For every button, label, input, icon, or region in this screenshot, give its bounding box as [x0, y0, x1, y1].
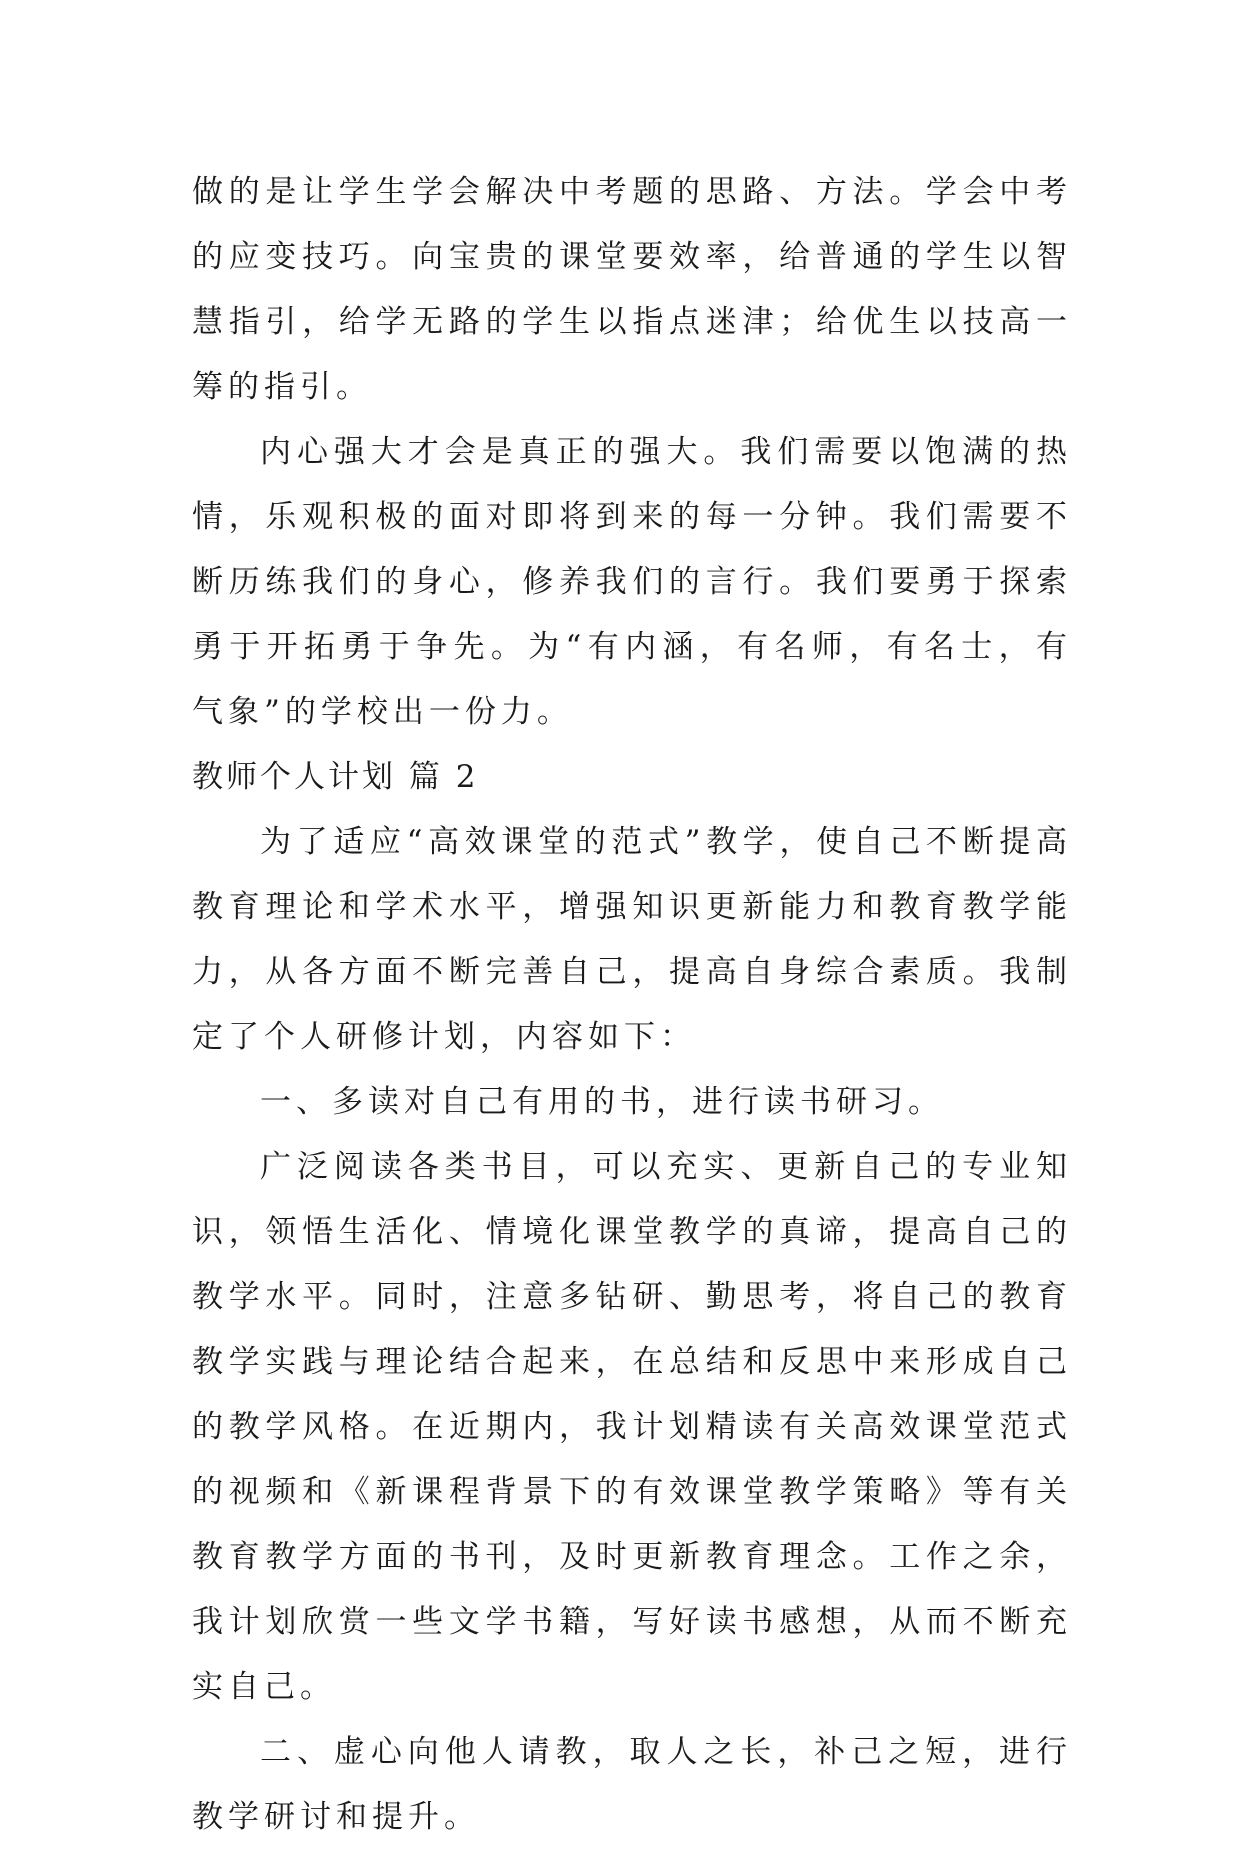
body-paragraph-continued: 做的是让学生学会解决中考题的思路、方法。学会中考的应变技巧。向宝贵的课堂要效率，给普通的学生以智慧指引，给学无路的学生以指点迷津；给优生以技高一筹的指引。 — [192, 174, 1072, 405]
body-paragraph: 为了适应“高效课堂的范式”教学，使自己不断提高教育理论和学术水平，增强知识更新能力和教育教学能力，从各方面不断完善自己，提高自身综合素质。我制定了个人研修计划，内容如下： — [192, 824, 1072, 1055]
numbered-point: 一、多读对自己有用的书，进行读书研习。 — [260, 1084, 944, 1120]
body-paragraph: 广泛阅读各类书目，可以充实、更新自己的专业知识，领悟生活化、情境化课堂教学的真谛，提高自己的教学水平。同时，注意多钻研、勤思考，将自己的教育教学实践与理论结合起来，在总结和反思中来形成自己的教学风格。在近期内，我计划精读有关高效课堂范式的视频和《新课程背景下的有效课堂教学策略》等有关教育教学方面的书刊，及时更新教育理念。工作之余，我计划欣赏一些文学书籍，写好读书感想，从而不断充实自己。 — [192, 1149, 1072, 1705]
body-paragraph: 内心强大才会是真正的强大。我们需要以饱满的热情，乐观积极的面对即将到来的每一分钟。我们需要不断历练我们的身心，修养我们的言行。我们要勇于探索勇于开拓勇于争先。为“有内涵，有名师，有名士，有气象”的学校出一份力。 — [192, 434, 1072, 730]
document-body — [192, 160, 1072, 1850]
section-heading: 教师个人计划 篇 2 — [192, 759, 479, 795]
numbered-point: 二、虚心向他人请教，取人之长，补己之短，进行教学研讨和提升。 — [192, 1734, 1072, 1835]
